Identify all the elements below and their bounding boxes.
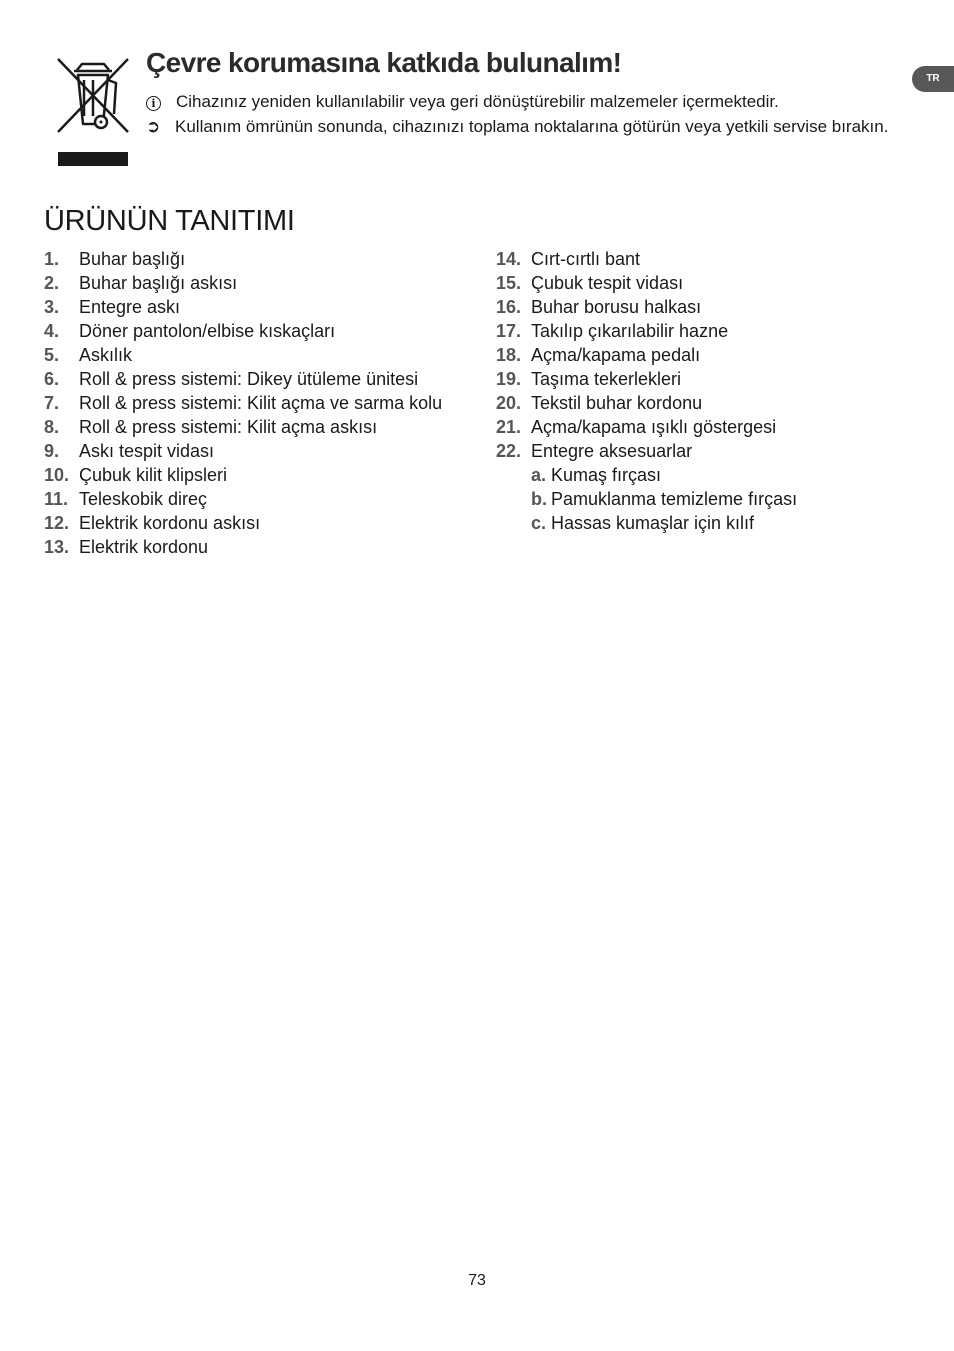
info-icon: i [146,90,166,114]
page-number: 73 [468,1272,486,1289]
disposal-instruction-line [146,115,912,139]
arrow-icon: ➲ [146,117,161,136]
weee-crossed-bin-icon [56,56,130,168]
environment-title: Çevre korumasına katkıda bulunalım! [146,47,622,78]
disposal-instruction-text: Kullanım ömrünün sonunda, cihazınızı toplama noktalarına götürün veya yetkili servise bırakın. [175,117,889,136]
product-section-title: ÜRÜNÜN TANITIMI [44,205,295,237]
language-tab: TR [912,66,954,92]
recyclable-info-text: Cihazınız yeniden kullanılabilir veya geri dönüştürebilir malzemeler içermektedir. [176,92,779,111]
